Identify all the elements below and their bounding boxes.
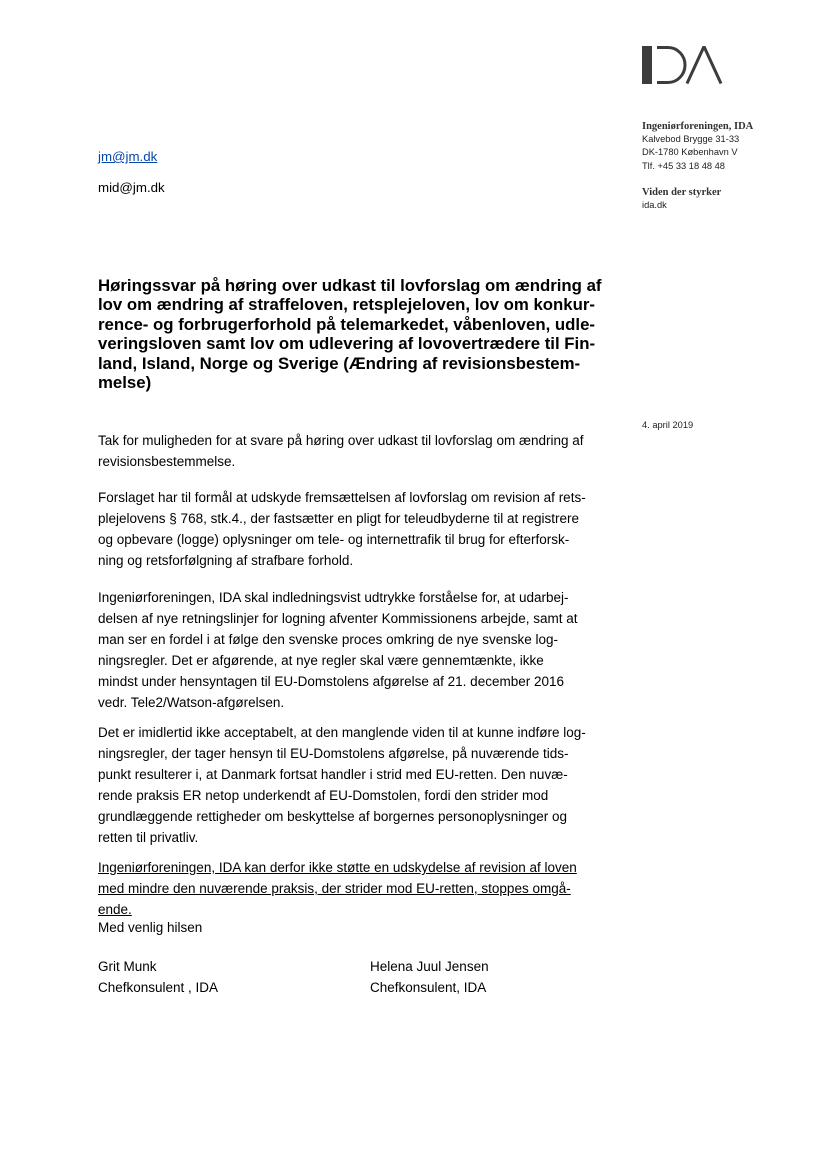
text-line: grundlæggende rettigheder om beskyttelse af borgernes personoplysninger og	[98, 809, 568, 824]
logo-a-shape	[687, 47, 721, 84]
signatory-name: Helena Juul Jensen	[370, 959, 489, 974]
signatory-name: Grit Munk	[98, 959, 157, 974]
text-line: Tak for muligheden for at svare på høring over udkast til lovforslag om ændring af	[98, 433, 584, 448]
signatory-right	[370, 956, 489, 998]
title-line: melse)	[98, 373, 152, 393]
sender-tagline: Viden der styrker	[642, 186, 722, 198]
text-line: mindst under hensyntagen til EU-Domstolens afgørelse af 21. december 2016	[98, 674, 565, 689]
text-line: revisionsbestemmelse.	[98, 454, 236, 469]
letter-date: 4. april 2019	[642, 420, 694, 430]
paragraph-understanding	[98, 587, 608, 713]
text-line: ning og retsforfølgning af strafbare forhold.	[98, 553, 354, 568]
text-line: ningsregler, der tager hensyn til EU-Domstolens afgørelse, på nuværende tids-	[98, 746, 569, 761]
text-line: og opbevare (logge) oplysninger om tele- og internettrafik til brug for efterforsk-	[98, 532, 570, 547]
text-line: vedr. Tele2/Watson-afgørelsen.	[98, 695, 285, 710]
sender-address-line: Kalvebod Brygge 31-33	[642, 134, 740, 145]
title-line: land, Island, Norge og Sverige (Ændring af revisionsbestem-	[98, 353, 581, 373]
signatory-role: Chefkonsulent, IDA	[370, 980, 487, 995]
text-line: ende.	[98, 902, 132, 917]
title-line: veringsloven samt lov om udlevering af lovovertrædere til Fin-	[98, 334, 596, 354]
paragraph-conclusion	[98, 857, 608, 920]
sender-phone: Tlf. +45 33 18 48 48	[642, 160, 725, 171]
ida-logo	[642, 46, 724, 84]
signatory-left	[98, 956, 218, 998]
title-line: Høringssvar på høring over udkast til lovforslag om ændring af	[98, 276, 602, 295]
sender-web: ida.dk	[642, 200, 667, 211]
text-line: Det er imidlertid ikke acceptabelt, at den manglende viden til at kunne indføre log-	[98, 725, 586, 740]
text-line: delsen af nye retningslinjer for logning afventer Kommissionens arbejde, samt at	[98, 611, 578, 626]
text-line: rende praksis ER netop underkendt af EU-Domstolen, fordi den strider mod	[98, 788, 549, 803]
closing-salutation: Med venlig hilsen	[98, 920, 203, 935]
text-line: retten til privatliv.	[98, 830, 199, 845]
letter-title	[98, 276, 608, 392]
title-line: lov om ændring af straffeloven, retsplejeloven, lov om konkur-	[98, 295, 596, 315]
signatory-role: Chefkonsulent , IDA	[98, 980, 219, 995]
text-line: plejelovens § 768, stk.4., der fastsætter en pligt for teleudbyderne til at registrere	[98, 511, 580, 526]
sender-block	[642, 120, 812, 212]
text-line: med mindre den nuværende praksis, der strider mod EU-retten, stoppes omgå-	[98, 881, 571, 896]
logo-d-shape	[657, 48, 685, 83]
sender-org: Ingeniørforeningen, IDA	[642, 121, 754, 132]
paragraph-objection	[98, 722, 608, 848]
text-line: man ser en fordel i at følge den svenske proces omkring de nye svenske log-	[98, 632, 558, 647]
text-line: ningsregler. Det er afgørende, at nye regler skal være gennemtænkte, ikke	[98, 653, 544, 668]
text-line: punkt resulterer i, at Danmark fortsat handler i strid med EU-retten. Den nuvæ-	[98, 767, 568, 782]
recipient-email: mid@jm.dk	[98, 180, 165, 195]
paragraph-intro	[98, 430, 608, 472]
text-line: Forslaget har til formål at udskyde fremsættelsen af lovforslag om revision af rets-	[98, 490, 586, 505]
sender-address-line: DK-1780 København V	[642, 147, 738, 158]
text-line: Ingeniørforeningen, IDA kan derfor ikke støtte en udskydelse af revision af loven	[98, 860, 577, 875]
logo-bar	[642, 46, 652, 84]
title-line: rence- og forbrugerforhold på telemarkedet, våbenloven, udle-	[98, 314, 596, 334]
recipient-email-link[interactable]: jm@jm.dk	[98, 149, 158, 164]
paragraph-purpose	[98, 487, 608, 571]
text-line: Ingeniørforeningen, IDA skal indledningsvist udtrykke forståelse for, at udarbej-	[98, 590, 569, 605]
